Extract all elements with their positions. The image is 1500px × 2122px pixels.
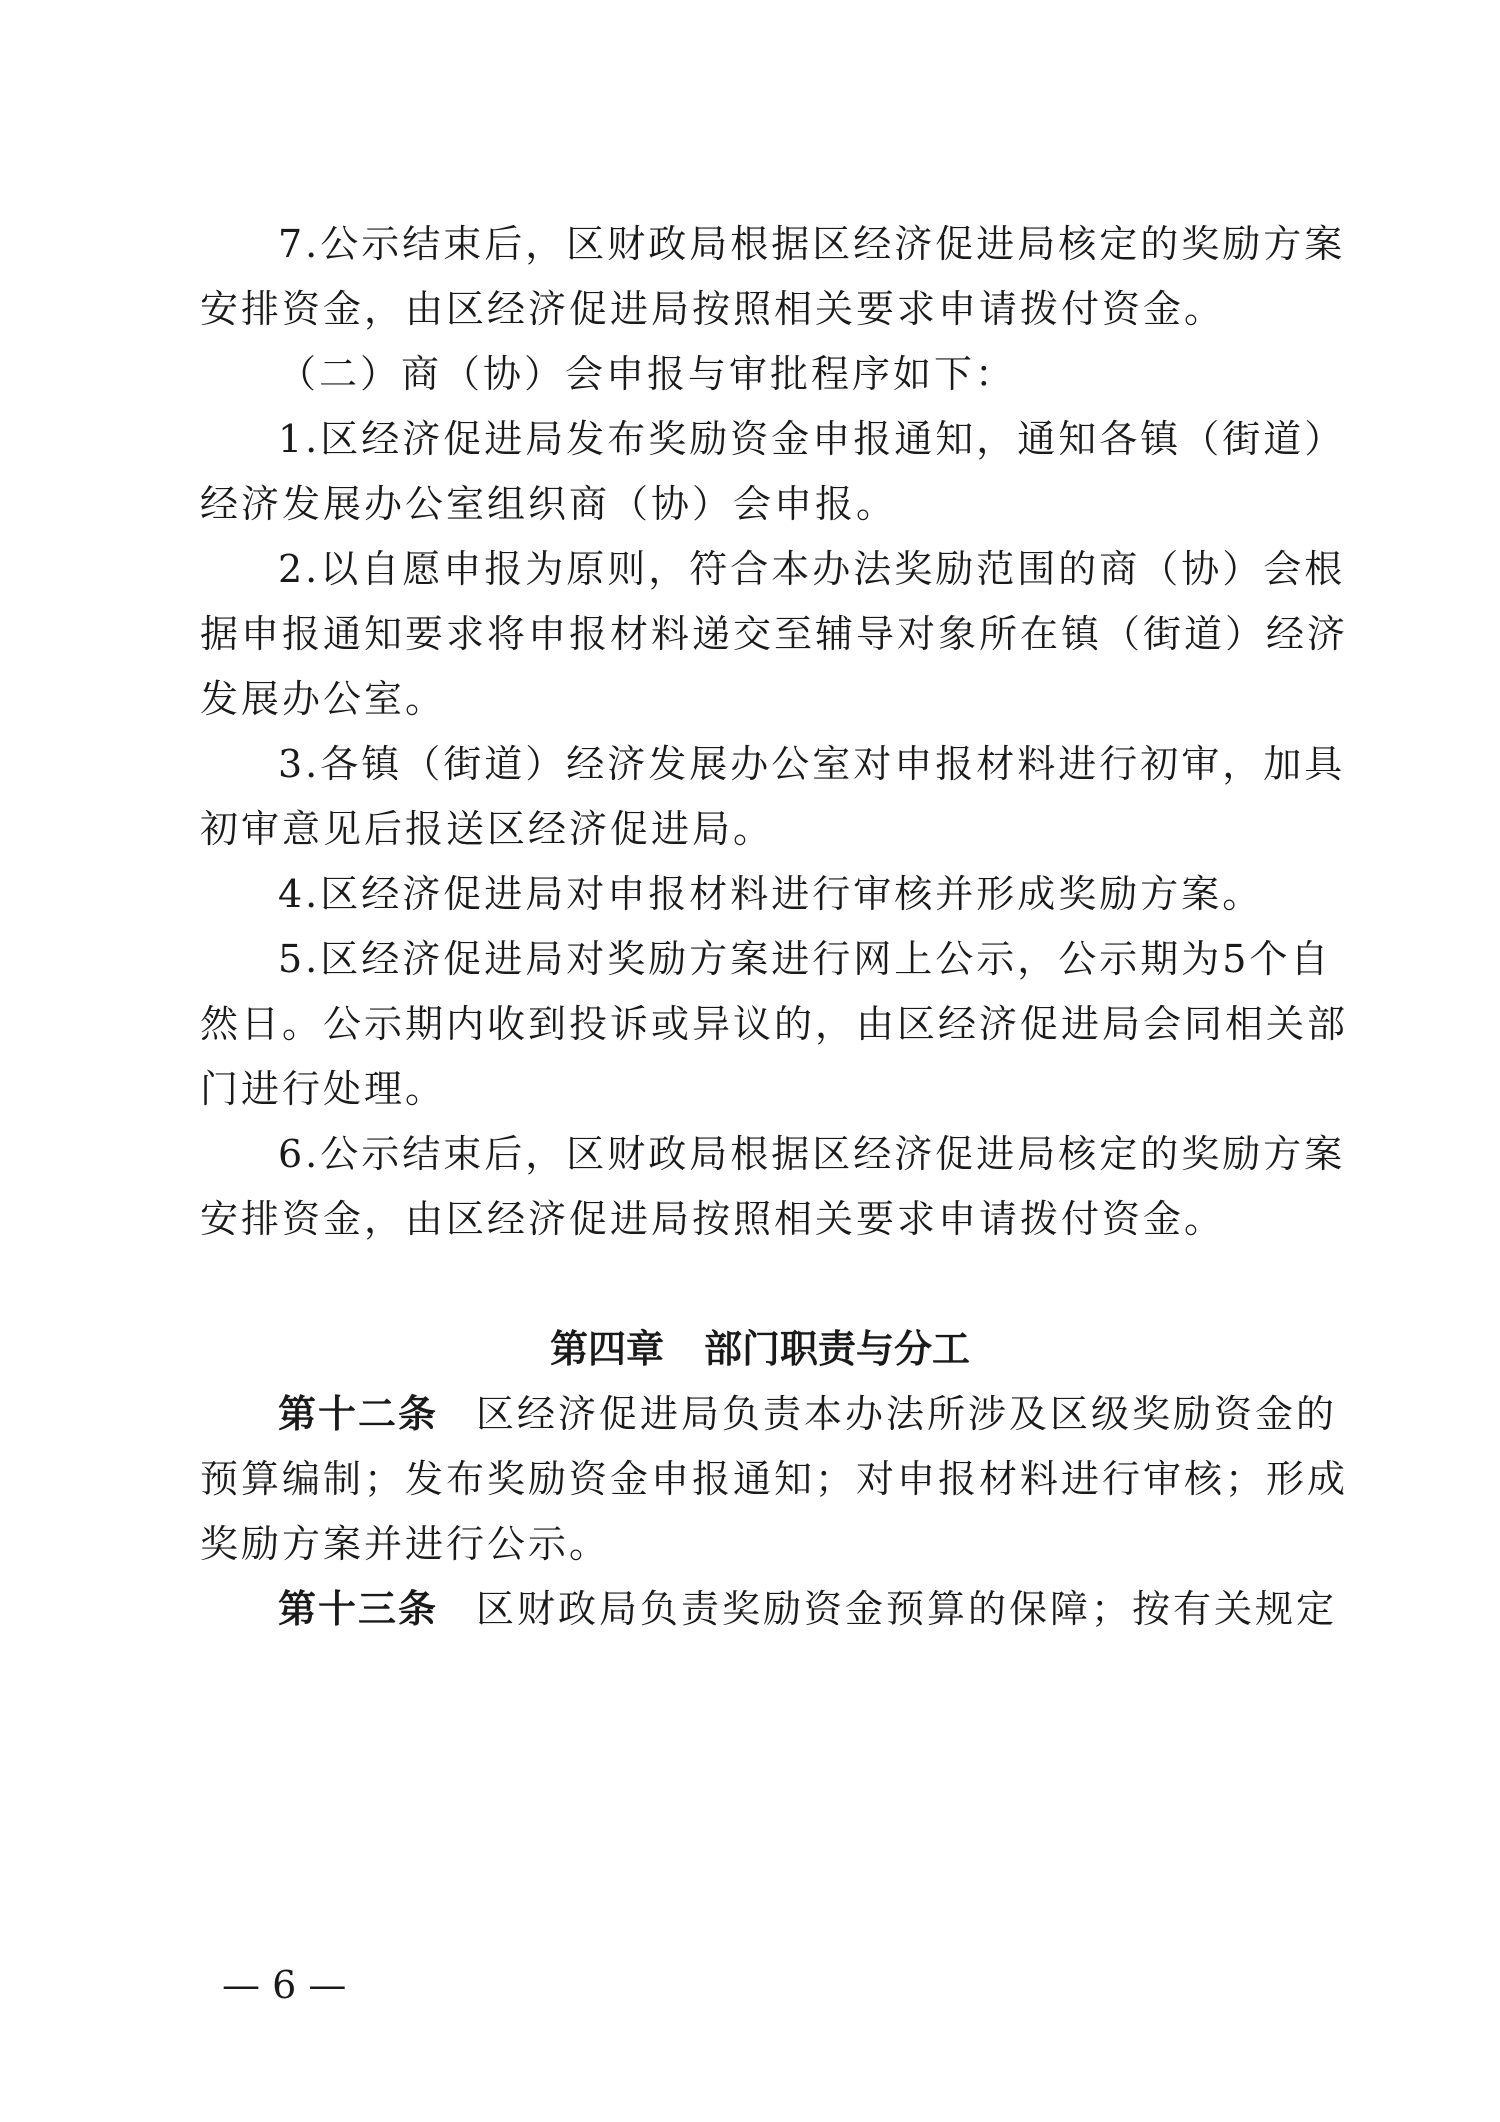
- text-line: 4.区经济促进局对申报材料进行审核并形成奖励方案。: [278, 872, 1264, 916]
- article-12-label: 第十二条: [278, 1392, 439, 1436]
- chapter-heading: [200, 1322, 1320, 1376]
- text-line: 安排资金，由区经济促进局按照相关要求申请拨付资金。: [200, 1197, 1226, 1241]
- article-13-text: 区财政局负责奖励资金预算的保障；按有关规定: [476, 1587, 1338, 1631]
- text-line: 门进行处理。: [200, 1067, 447, 1111]
- text-line: 预算编制；发布奖励资金申报通知；对申报材料进行审核；形成: [200, 1457, 1349, 1501]
- text-line: 1.区经济促进局发布奖励资金申报通知，通知各镇（街道）: [278, 417, 1346, 461]
- text-line: 安排资金，由区经济促进局按照相关要求申请拨付资金。: [200, 287, 1226, 331]
- article-13-line: [278, 1582, 1338, 1636]
- article-12-text: 区经济促进局负责本办法所涉及区级奖励资金的: [476, 1392, 1338, 1436]
- text-line: 发展办公室。: [200, 677, 447, 721]
- text-line: 然日。公示期内收到投诉或异议的，由区经济促进局会同相关部: [200, 1002, 1349, 1046]
- text-line: 2.以自愿申报为原则，符合本办法奖励范围的商（协）会根: [278, 547, 1346, 591]
- text-line: （二）商（协）会申报与审批程序如下：: [278, 352, 1017, 396]
- chapter-title: 部门职责与分工: [704, 1327, 971, 1371]
- text-line: 7.公示结束后，区财政局根据区经济促进局核定的奖励方案: [278, 222, 1346, 266]
- text-line: 经济发展办公室组织商（协）会申报。: [200, 482, 898, 526]
- article-12-line: [278, 1387, 1338, 1441]
- chapter-number: 第四章: [549, 1327, 664, 1371]
- page-number: — 6 —: [222, 1963, 347, 2007]
- article-13-label: 第十三条: [278, 1587, 439, 1631]
- text-line: 5.区经济促进局对奖励方案进行网上公示，公示期为5个自: [278, 937, 1332, 981]
- text-line: 初审意见后报送区经济促进局。: [200, 807, 775, 851]
- text-line: 3.各镇（街道）经济发展办公室对申报材料进行初审，加具: [278, 742, 1346, 786]
- text-line: 6.公示结束后，区财政局根据区经济促进局核定的奖励方案: [278, 1132, 1346, 1176]
- text-line: 奖励方案并进行公示。: [200, 1522, 611, 1566]
- text-line: 据申报通知要求将申报材料递交至辅导对象所在镇（街道）经济: [200, 612, 1349, 656]
